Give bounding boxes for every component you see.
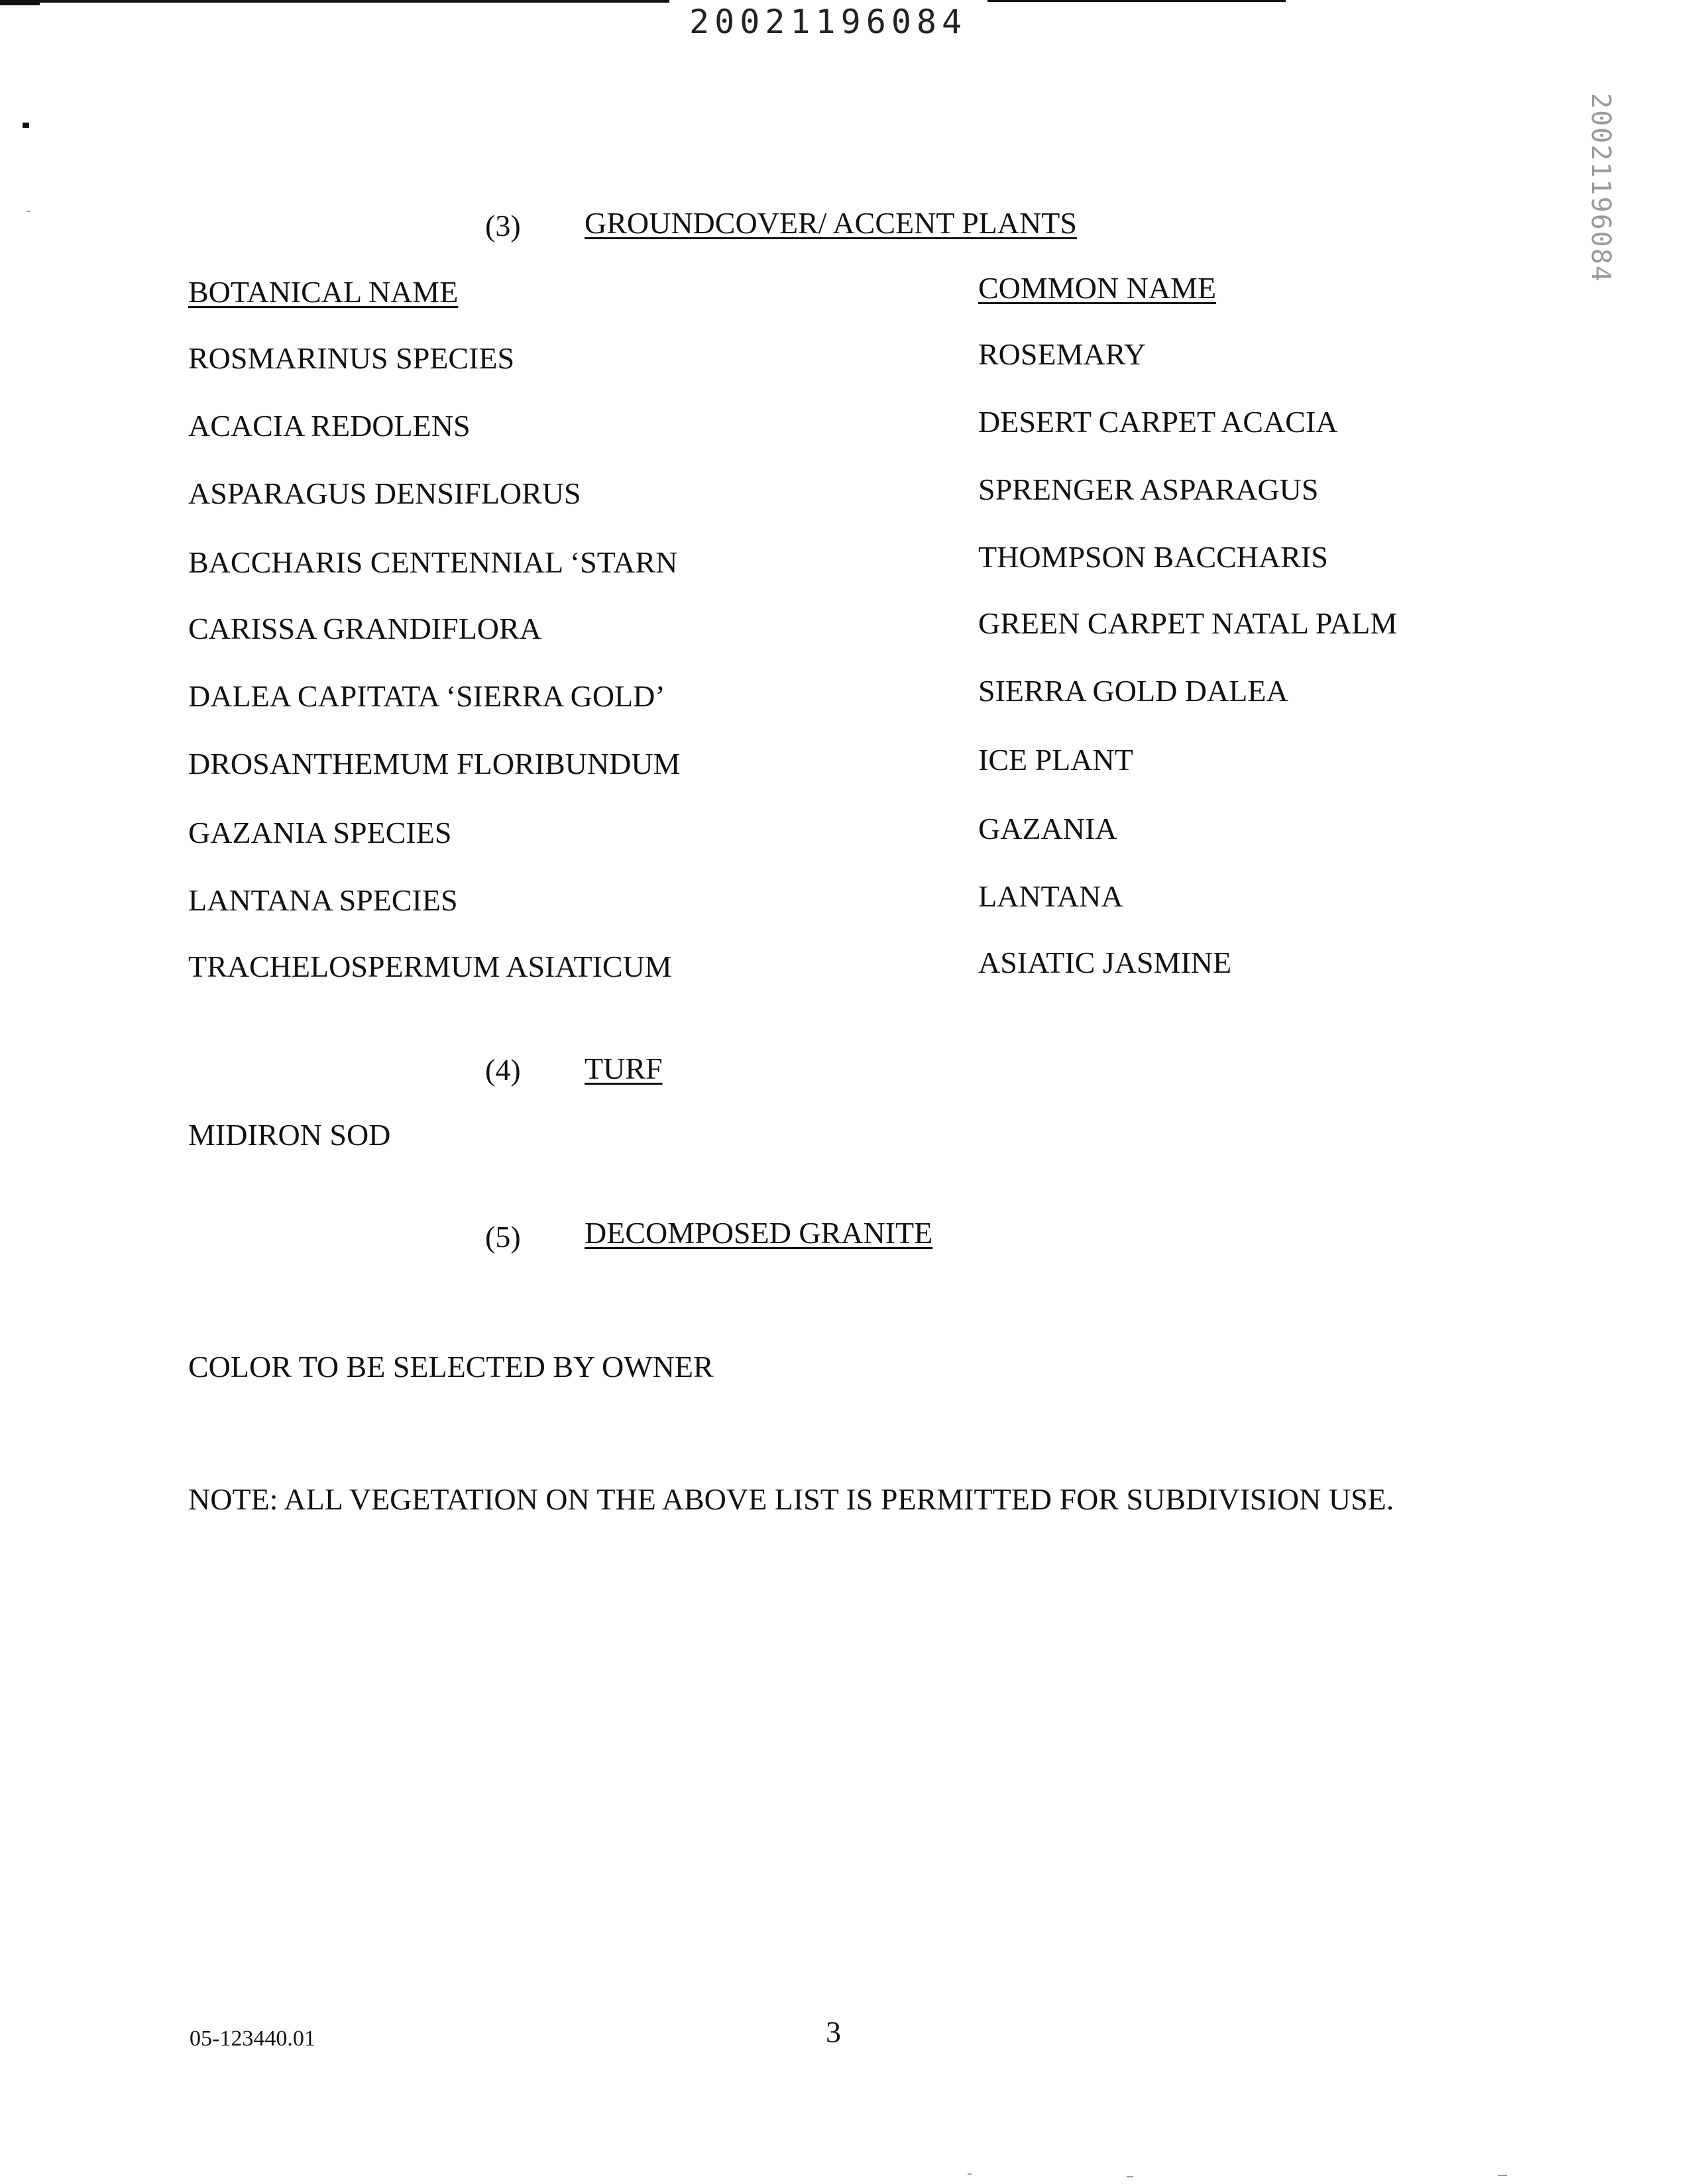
scan-speck [1127, 2176, 1133, 2177]
botanical-name-header: BOTANICAL NAME [188, 275, 459, 309]
botanical-name: LANTANA SPECIES [188, 883, 458, 917]
common-name: ROSEMARY [978, 337, 1147, 371]
botanical-name: DALEA CAPITATA ‘SIERRA GOLD’ [188, 679, 665, 713]
common-name: SIERRA GOLD DALEA [978, 674, 1288, 708]
section4-item: MIDIRON SOD [188, 1118, 391, 1152]
margin-mark [23, 123, 29, 128]
botanical-name: ACACIA REDOLENS [188, 409, 471, 443]
top-left-mark [0, 0, 40, 5]
section4-title: TURF [585, 1052, 663, 1085]
margin-dash [27, 211, 30, 212]
section5-item: COLOR TO BE SELECTED BY OWNER [188, 1350, 714, 1384]
botanical-name: ASPARAGUS DENSIFLORUS [188, 476, 581, 510]
page-number: 3 [826, 2015, 841, 2049]
common-name: ASIATIC JASMINE [978, 946, 1232, 979]
common-name: ICE PLANT [978, 743, 1133, 777]
botanical-name: DROSANTHEMUM FLORIBUNDUM [188, 747, 681, 781]
botanical-name: TRACHELOSPERMUM ASIATICUM [188, 950, 672, 983]
botanical-name: BACCHARIS CENTENNIAL ‘STARN [188, 545, 678, 579]
header-doc-number: 20021196084 [689, 3, 968, 41]
botanical-name: CARISSA GRANDIFLORA [188, 612, 541, 645]
common-name: LANTANA [978, 879, 1123, 913]
section3-number: (3) [485, 209, 521, 243]
top-right-rule [987, 0, 1286, 2]
footer-doc-ref: 05-123440.01 [190, 2026, 315, 2051]
scan-speck [968, 2173, 972, 2175]
note: NOTE: ALL VEGETATION ON THE ABOVE LIST IS PERMITTED FOR SUBDIVISION USE. [188, 1482, 1394, 1516]
common-name: DESERT CARPET ACACIA [978, 405, 1338, 439]
section3-title: GROUNDCOVER/ ACCENT PLANTS [585, 206, 1077, 240]
common-name: SPRENGER ASPARAGUS [978, 472, 1319, 506]
section4-number: (4) [485, 1053, 521, 1087]
side-stamp: 20021196084 [1585, 93, 1616, 283]
botanical-name: GAZANIA SPECIES [188, 816, 452, 849]
common-name: THOMPSON BACCHARIS [978, 540, 1328, 574]
scan-speck [1498, 2175, 1507, 2176]
top-left-rule [0, 0, 669, 3]
common-name-header: COMMON NAME [978, 271, 1217, 305]
common-name: GAZANIA [978, 812, 1117, 846]
botanical-name: ROSMARINUS SPECIES [188, 341, 515, 375]
section5-title: DECOMPOSED GRANITE [585, 1216, 933, 1250]
section5-number: (5) [485, 1220, 521, 1254]
common-name: GREEN CARPET NATAL PALM [978, 606, 1398, 640]
